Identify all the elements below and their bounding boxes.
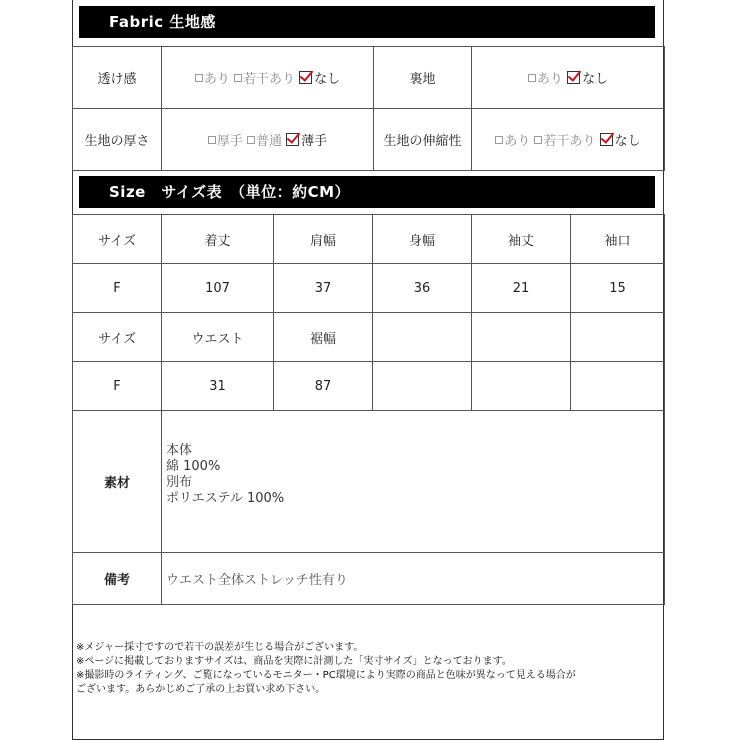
option-unchecked (208, 134, 243, 149)
footnotes (76, 641, 660, 697)
option-unchecked (195, 72, 230, 87)
checkmark-icon (567, 71, 580, 84)
empty-checkbox-icon (247, 136, 255, 144)
size-cell (472, 362, 571, 411)
material-line: ポリエステル 100% (166, 491, 285, 506)
option-label: あり (504, 134, 531, 149)
thickness-label: 生地の厚さ (73, 109, 162, 171)
material-row (73, 411, 665, 553)
size-cell: 15 (571, 264, 665, 313)
size-cell: 着丈 (162, 215, 274, 264)
size-cell: F (73, 362, 162, 411)
transparency-options (162, 47, 374, 109)
option-unchecked (534, 134, 595, 149)
transparency-label: 透け感 (73, 47, 162, 109)
size-cell (373, 313, 472, 362)
size-header-row-1 (73, 215, 665, 264)
option-label: 若干あり (242, 72, 295, 87)
option-label: 厚手 (216, 134, 243, 149)
size-cell: 肩幅 (274, 215, 373, 264)
fabric-row-thickness (73, 109, 665, 171)
option-unchecked (234, 72, 295, 87)
lining-label: 裏地 (374, 47, 472, 109)
option-label: あり (203, 72, 230, 87)
option-checked (286, 134, 327, 149)
material-line: 本体 (166, 443, 193, 458)
size-cell (571, 362, 665, 411)
size-cell: 裾幅 (274, 313, 373, 362)
size-values-row-2 (73, 362, 665, 411)
remarks-text: ウエスト全体ストレッチ性有り (162, 553, 665, 605)
option-label: 普通 (255, 134, 282, 149)
option-label: 若干あり (543, 134, 596, 149)
size-cell (472, 313, 571, 362)
size-cell: ウエスト (162, 313, 274, 362)
size-table (72, 214, 665, 411)
size-cell: 107 (162, 264, 274, 313)
size-cell: F (73, 264, 162, 313)
size-cell: 87 (274, 362, 373, 411)
option-unchecked (247, 134, 282, 149)
fabric-table (72, 46, 665, 171)
option-label: なし (314, 72, 341, 87)
checkmark-icon (299, 71, 312, 84)
size-values-row-1 (73, 264, 665, 313)
option-label: なし (582, 72, 609, 87)
stretch-label: 生地の伸縮性 (374, 109, 472, 171)
empty-checkbox-icon (534, 136, 542, 144)
option-unchecked (495, 134, 530, 149)
empty-checkbox-icon (528, 74, 536, 82)
thickness-options (162, 109, 374, 171)
option-unchecked (528, 72, 563, 87)
option-checked (567, 72, 608, 87)
size-header-row-2 (73, 313, 665, 362)
material-table (72, 410, 665, 605)
stretch-options (472, 109, 665, 171)
footnote-line: ございます。あらかじめご了承の上お買い求め下さい。 (76, 684, 326, 695)
size-cell (571, 313, 665, 362)
material-label: 素材 (73, 411, 162, 553)
footnote-line: ※撮影時のライティング、ご覧になっているモニター・PC環境により実際の商品と色味が異なって見える場合が (76, 670, 576, 681)
lining-options (472, 47, 665, 109)
empty-checkbox-icon (208, 136, 216, 144)
material-line: 綿 100% (166, 459, 221, 474)
empty-checkbox-icon (195, 74, 203, 82)
size-cell: 31 (162, 362, 274, 411)
option-label: なし (614, 134, 641, 149)
empty-checkbox-icon (495, 136, 503, 144)
size-cell: 袖丈 (472, 215, 571, 264)
footnote-line: ※ページに掲載しておりますサイズは、商品を実際に計測した「実寸サイズ」となっております。 (76, 656, 512, 667)
remarks-label: 備考 (73, 553, 162, 605)
size-cell: 袖口 (571, 215, 665, 264)
size-cell: サイズ (73, 215, 162, 264)
fabric-row-transparency (73, 47, 665, 109)
option-label: 薄手 (301, 134, 328, 149)
option-checked (600, 134, 641, 149)
material-content (162, 411, 665, 553)
material-line: 別布 (166, 475, 193, 490)
size-cell: サイズ (73, 313, 162, 362)
option-checked (299, 72, 340, 87)
empty-checkbox-icon (234, 74, 242, 82)
checkmark-icon (286, 133, 299, 146)
remarks-row (73, 553, 665, 605)
size-cell: 身幅 (373, 215, 472, 264)
checkmark-icon (600, 133, 613, 146)
size-cell (373, 362, 472, 411)
option-label: あり (536, 72, 563, 87)
fabric-section-header: Fabric 生地感 (79, 6, 655, 38)
size-cell: 21 (472, 264, 571, 313)
footnote-line: ※メジャー採寸ですので若干の誤差が生じる場合がございます。 (76, 642, 364, 653)
size-section-header: Size サイズ表 （単位：約CM） (79, 176, 655, 208)
size-cell: 37 (274, 264, 373, 313)
size-cell: 36 (373, 264, 472, 313)
